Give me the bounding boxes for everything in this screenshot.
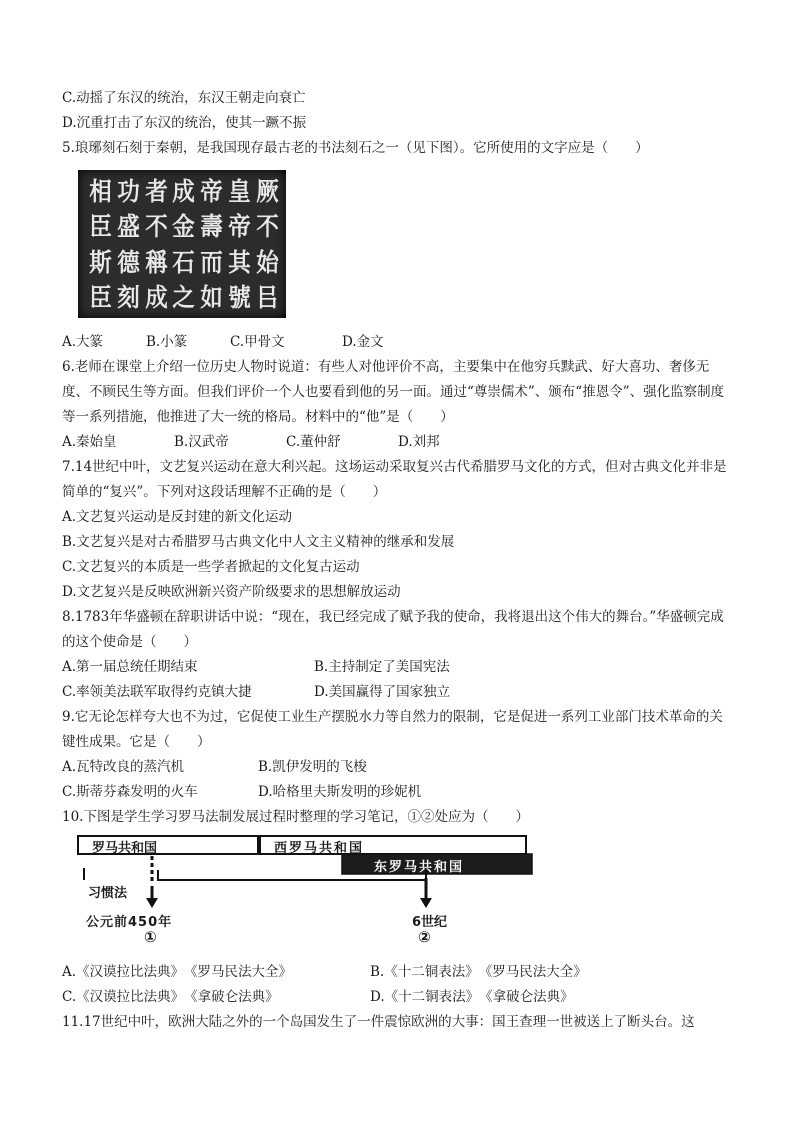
inscription-glyph: 臣 (89, 212, 112, 242)
q9-option-b: B.凯伊发明的飞梭 (258, 759, 367, 775)
customary-law-label: 习惯法 (88, 886, 128, 901)
inscription-glyph: 石 (172, 247, 196, 277)
roman-republic-box: 罗马共和国 (92, 841, 158, 856)
q8-options-row1 (62, 655, 732, 680)
langya-inscription-image (78, 170, 286, 318)
q8-option-a: A.第一届总统任期结束 (62, 659, 198, 675)
q9-option-a: A.瓦特改良的蒸汽机 (62, 759, 185, 775)
q7-option-a: A.文艺复兴运动是反封建的新文化运动 (62, 509, 293, 525)
roman-law-diagram (74, 834, 554, 952)
q4-option-c: C.动摇了东汉的统治，东汉王朝走向衰亡 (62, 90, 306, 106)
q6-options (62, 430, 732, 455)
west-rome-box: 西罗马共和国 (274, 841, 365, 856)
inscription-glyph: 者 (144, 177, 168, 206)
inscription-glyph: 㠯 (256, 282, 279, 312)
inscription-glyph: 始 (256, 247, 279, 277)
q4-option-d: D.沉重打击了东汉的统治，使其一蹶不振 (62, 115, 307, 131)
inscription-column (227, 178, 252, 312)
inscription-glyph: 厥 (256, 177, 279, 206)
q8-option-b: B.主持制定了美国宪法 (314, 659, 450, 675)
q5-option-a: A.大篆 (62, 334, 104, 350)
q7-option-b: B.文艺复兴是对古希腊罗马古典文化中人文主义精神的继承和发展 (62, 534, 455, 550)
inscription-column (144, 178, 169, 312)
q8-stem: 8.1783年华盛顿在辞职讲话中说：“现在，我已经完成了赋予我的使命，我将退出这个伟大的舞台。”华盛顿完成的这个使命是（ ） (62, 609, 724, 650)
q6-stem: 6.老师在课堂上介绍一位历史人物时说道：有些人对他评价不高，主要集中在他穷兵黩武、好大喜功、奢侈无度、不顾民生等方面。但我们评价一个人也要看到他的另一面。通过“尊崇儒术”、颁布“推恩令”、强化监察制度等一系列措施，他推进了大一统的格局。材料中的“他”是（ ） (62, 359, 725, 425)
q7-option-d: D.文艺复兴是反映欧洲新兴资产阶级要求的思想解放运动 (62, 584, 401, 600)
blank-2-marker: ② (418, 928, 431, 946)
exam-page (62, 86, 732, 1035)
q10-option-c: C.《汉谟拉比法典》 《拿破仑法典》 (62, 989, 279, 1005)
inscription-glyph: 之 (172, 282, 196, 312)
q9-option-c: C.斯蒂芬森发明的火车 (62, 784, 198, 800)
q6-option-b: B.汉武帝 (174, 434, 229, 450)
inscription-glyph: 帝 (228, 212, 251, 242)
q8-option-d: D.美国赢得了国家独立 (314, 684, 451, 700)
q9-options-row1 (62, 755, 732, 780)
q7-stem: 7.14世纪中叶，文艺复兴运动在意大利兴起。这场运动采取复兴古代希腊罗马文化的方式，但对古典文化并非是简单的“复兴”。下列对这段话理解不正确的是（ ） (62, 459, 727, 500)
inscription-glyph: 相 (89, 177, 112, 206)
q9-option-d: D.哈格里夫斯发明的珍妮机 (258, 784, 422, 800)
q10-options-row2 (62, 985, 732, 1010)
inscription-glyph: 成 (172, 177, 196, 206)
q5-option-c: C.甲骨文 (230, 334, 285, 350)
inscription-glyph: 皇 (228, 177, 251, 206)
inscription-columns (88, 178, 280, 312)
q10-option-a: A.《汉谟拉比法典》 《罗马民法大全》 (62, 964, 293, 980)
q6-option-a: A.秦始皇 (62, 434, 117, 450)
q10-option-d: D.《十二铜表法》 《拿破仑法典》 (370, 989, 574, 1005)
inscription-column (116, 178, 141, 312)
q5-option-d: D.金文 (342, 334, 384, 350)
date-6th-century-label: 6世纪 (412, 915, 448, 930)
q5-stem: 5.琅琊刻石刻于秦朝，是我国现存最古老的书法刻石之一（见下图）。它所使用的文字应是（ ） (62, 140, 649, 156)
inscription-glyph: 帝 (200, 177, 224, 206)
q6-option-d: D.刘邦 (398, 434, 440, 450)
inscription-column (88, 178, 113, 312)
inscription-glyph: 臣 (89, 282, 112, 312)
inscription-column (199, 178, 224, 312)
q5-options (62, 330, 732, 355)
inscription-glyph: 如 (200, 282, 224, 312)
blank-1-marker: ① (144, 928, 157, 946)
q5-option-b: B.小篆 (146, 334, 188, 350)
q11-stem: 11.17世纪中叶，欧洲大陆之外的一个岛国发生了一件震惊欧洲的大事：国王查理一世被送上了断头台。这 (62, 1014, 695, 1030)
inscription-glyph: 而 (200, 247, 224, 277)
q10-options-row1 (62, 960, 732, 985)
q9-options-row2 (62, 780, 732, 805)
inscription-glyph: 其 (228, 247, 251, 277)
east-rome-box: 东罗马共和国 (374, 860, 465, 875)
inscription-glyph: 德 (117, 247, 140, 277)
inscription-glyph: 成 (144, 282, 168, 312)
inscription-glyph: 壽 (200, 212, 224, 242)
inscription-glyph: 號 (228, 282, 251, 312)
inscription-column (171, 178, 196, 312)
q10-stem: 10.下图是学生学习罗马法制发展过程时整理的学习笔记，①②处应为（ ） (62, 809, 529, 825)
inscription-glyph: 不 (256, 212, 279, 242)
inscription-glyph: 稱 (144, 247, 168, 277)
inscription-glyph: 金 (172, 212, 196, 242)
q6-option-c: C.董仲舒 (286, 434, 341, 450)
inscription-glyph: 刻 (117, 282, 140, 312)
inscription-column (255, 178, 280, 312)
date-450bc-label: 公元前450年 (86, 915, 173, 930)
inscription-glyph: 功 (117, 177, 140, 206)
inscription-glyph: 斯 (89, 247, 112, 277)
q9-stem: 9.它无论怎样夸大也不为过，它促使工业生产摆脱水力等自然力的限制，它是促进一系列工业部门技术革命的关键性成果。它是（ ） (62, 709, 723, 750)
q8-options-row2 (62, 680, 732, 705)
q10-option-b: B.《十二铜表法》 《罗马民法大全》 (370, 964, 587, 980)
inscription-glyph: 盛 (117, 212, 140, 242)
q7-option-c: C.文艺复兴的本质是一些学者掀起的文化复古运动 (62, 559, 360, 575)
inscription-glyph: 不 (144, 212, 168, 242)
q8-option-c: C.率领美法联军取得约克镇大捷 (62, 684, 252, 700)
